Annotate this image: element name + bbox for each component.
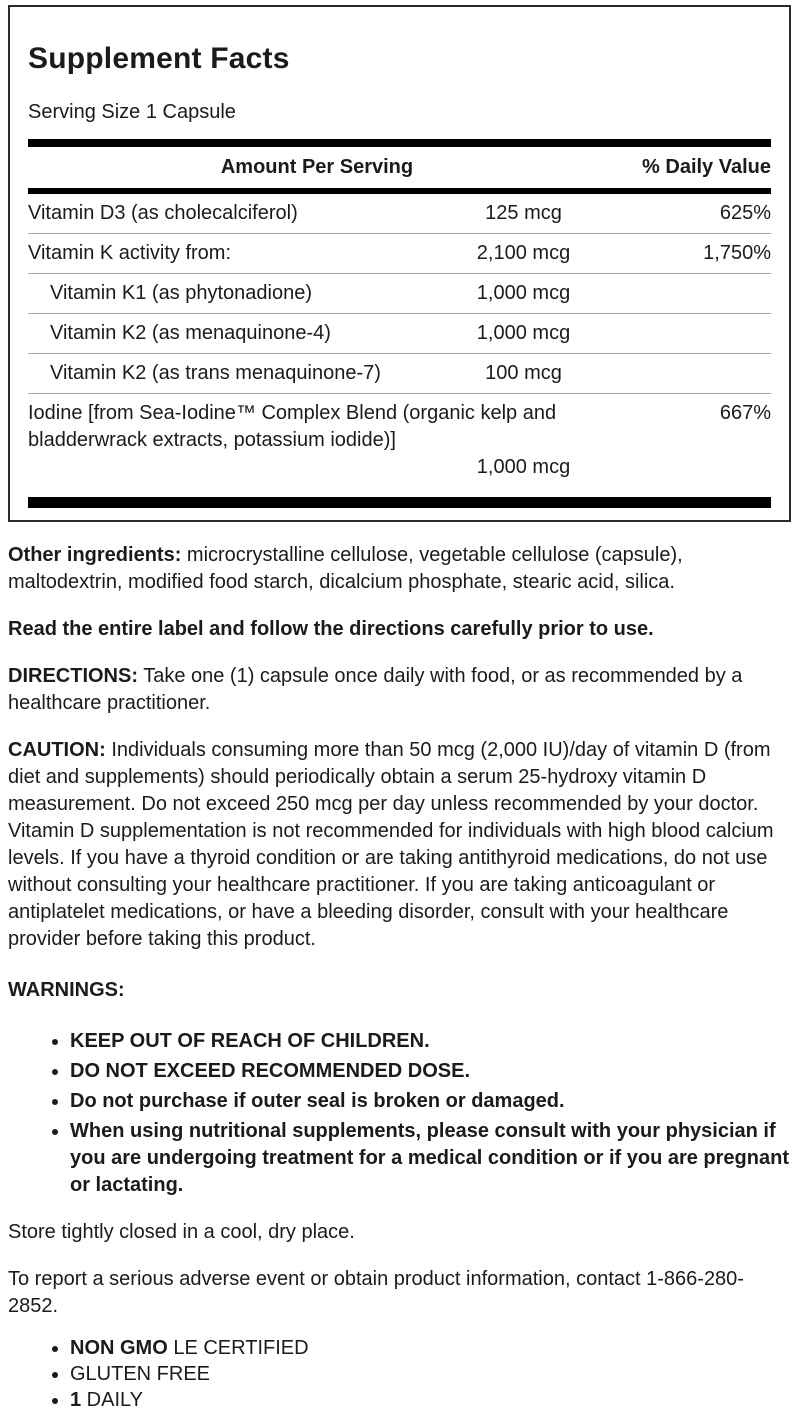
table-row-iodine bbox=[28, 393, 771, 487]
column-header-amount: Amount Per Serving bbox=[220, 156, 414, 178]
adverse-event-contact: To report a serious adverse event or obtain product information, contact 1-866-280-2852. bbox=[8, 1268, 744, 1317]
other-ingredients-text: microcrystalline cellulose, vegetable cellulose (capsule), maltodextrin, modified food starch, dicalcium phosphate, stearic acid, silica. bbox=[8, 544, 683, 593]
warning-item: • KEEP OUT OF REACH OF CHILDREN. bbox=[70, 1028, 791, 1055]
table-row bbox=[28, 194, 771, 233]
badge-rest: DAILY bbox=[81, 1389, 143, 1411]
nutrient-amount: 1,000 mcg bbox=[476, 456, 571, 478]
table-row bbox=[28, 313, 771, 353]
table-row bbox=[28, 233, 771, 273]
directions-text: Take one (1) capsule once daily with food, or as recommended by a healthcare practitioner. bbox=[8, 665, 743, 714]
other-ingredients-label: Other ingredients: bbox=[8, 544, 182, 566]
divider-thick-top bbox=[28, 139, 771, 147]
warnings-title: WARNINGS: bbox=[8, 979, 125, 1001]
nutrient-name: Vitamin K1 (as phytonadione) bbox=[50, 282, 313, 304]
warning-item: • DO NOT EXCEED RECOMMENDED DOSE. bbox=[70, 1058, 791, 1085]
serving-size: Serving Size 1 Capsule bbox=[28, 101, 236, 123]
badge-item bbox=[70, 1362, 791, 1387]
divider-thick-bottom bbox=[28, 497, 771, 508]
nutrient-name: Vitamin K2 (as menaquinone-4) bbox=[50, 322, 331, 344]
nutrient-amount: 2,100 mcg bbox=[476, 242, 571, 264]
nutrient-daily-value: 1,750% bbox=[703, 242, 771, 264]
nutrient-amount: 1,000 mcg bbox=[476, 282, 571, 304]
nutrient-amount: 1,000 mcg bbox=[476, 322, 571, 344]
table-header bbox=[28, 147, 771, 188]
caution-text: Individuals consuming more than 50 mcg (2,000 IU)/day of vitamin D (from diet and supplements) should periodically obtain a serum 25-hydroxy vitamin D measurement. Do not exceed 250 mcg per day unless recommended by your doctor. Vitamin D supplementation is not recommended for individuals with high blood calcium levels. If you have a thyroid condition or are taking antithyroid medications, do not use without consulting your healthcare practitioner. If you are taking anticoagulant or antiplatelet medications, or have a bleeding disorder, consult with your healthcare provider before taking this product. bbox=[8, 739, 774, 950]
warnings-list bbox=[8, 1028, 791, 1199]
table-row bbox=[28, 273, 771, 313]
nutrient-daily-value: 625% bbox=[719, 202, 771, 224]
directions bbox=[8, 663, 791, 717]
badge-item bbox=[70, 1388, 791, 1413]
nutrient-daily-value: 667% bbox=[719, 402, 771, 424]
badge-bold: NON GMO bbox=[70, 1337, 168, 1359]
nutrient-name: Vitamin D3 (as cholecalciferol) bbox=[28, 202, 298, 224]
supplement-facts-panel bbox=[8, 5, 791, 522]
badge-rest: LE CERTIFIED bbox=[167, 1337, 309, 1359]
column-header-daily-value: % Daily Value bbox=[642, 156, 771, 178]
badge-bold: 1 bbox=[70, 1389, 82, 1411]
read-label-notice: Read the entire label and follow the directions carefully prior to use. bbox=[8, 618, 654, 640]
storage-instructions: Store tightly closed in a cool, dry place. bbox=[8, 1221, 355, 1243]
table-row bbox=[28, 353, 771, 393]
nutrient-name: Vitamin K2 (as trans menaquinone-7) bbox=[50, 362, 381, 384]
caution bbox=[8, 737, 791, 953]
nutrient-amount: 125 mcg bbox=[485, 202, 562, 224]
nutrient-name: Iodine [from Sea-Iodine™ Complex Blend (organic kelp and bladderwrack extracts, potassium iodide)] bbox=[28, 402, 557, 451]
panel-title: Supplement Facts bbox=[28, 42, 290, 75]
directions-label: DIRECTIONS: bbox=[8, 665, 138, 687]
warning-item: • When using nutritional supplements, please consult with your physician if you are undergoing treatment for a medical condition or if you are pregnant or lactating. bbox=[70, 1118, 791, 1199]
nutrient-amount: 100 mcg bbox=[485, 362, 562, 384]
badge-item bbox=[70, 1336, 791, 1361]
nutrient-name: Vitamin K activity from: bbox=[28, 242, 232, 264]
product-badges-list bbox=[8, 1336, 791, 1413]
badge-rest: GLUTEN FREE bbox=[70, 1363, 211, 1385]
warning-item: • Do not purchase if outer seal is broken or damaged. bbox=[70, 1088, 791, 1115]
other-ingredients bbox=[8, 542, 791, 596]
caution-label: CAUTION: bbox=[8, 739, 106, 761]
